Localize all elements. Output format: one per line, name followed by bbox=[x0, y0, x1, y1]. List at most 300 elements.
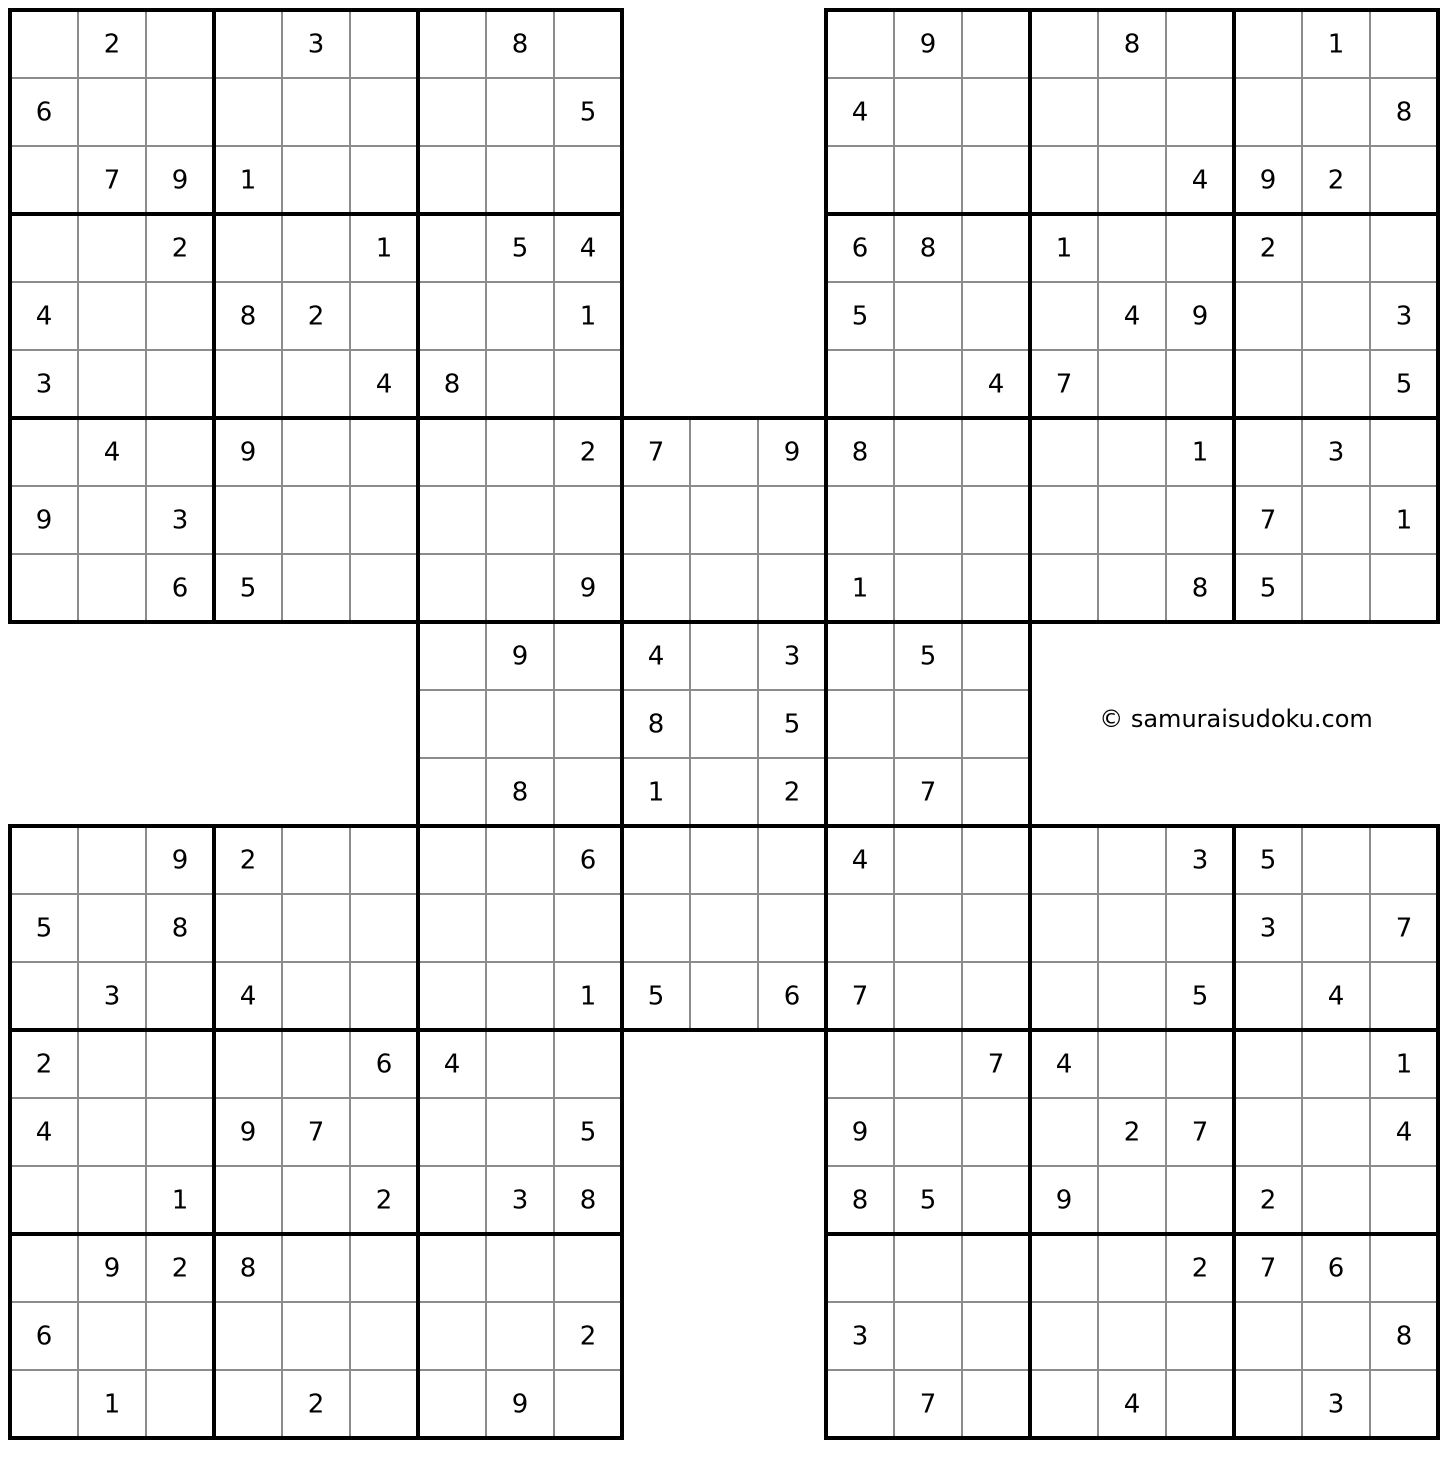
sudoku-cell[interactable] bbox=[282, 10, 350, 78]
sudoku-cell[interactable] bbox=[1370, 10, 1438, 78]
cell-area[interactable] bbox=[418, 758, 486, 826]
sudoku-cell[interactable] bbox=[146, 894, 214, 962]
sudoku-cell[interactable] bbox=[826, 1098, 894, 1166]
sudoku-cell[interactable] bbox=[214, 1030, 282, 1098]
sudoku-cell[interactable] bbox=[1098, 1098, 1166, 1166]
sudoku-cell[interactable] bbox=[826, 350, 894, 418]
sudoku-cell[interactable] bbox=[10, 146, 78, 214]
sudoku-cell[interactable] bbox=[1030, 962, 1098, 1030]
sudoku-cell[interactable] bbox=[690, 690, 758, 758]
cell-area[interactable] bbox=[894, 1234, 962, 1302]
cell-area[interactable] bbox=[486, 146, 554, 214]
cell-area[interactable] bbox=[894, 78, 962, 146]
sudoku-cell[interactable] bbox=[962, 486, 1030, 554]
cell-area[interactable] bbox=[78, 214, 146, 282]
sudoku-cell[interactable] bbox=[1166, 894, 1234, 962]
sudoku-cell[interactable] bbox=[214, 350, 282, 418]
cell-area[interactable] bbox=[1302, 214, 1370, 282]
sudoku-cell[interactable] bbox=[78, 418, 146, 486]
sudoku-cell[interactable] bbox=[1098, 1030, 1166, 1098]
cell-area[interactable] bbox=[1370, 10, 1438, 78]
sudoku-cell[interactable] bbox=[894, 10, 962, 78]
cell-area[interactable] bbox=[10, 418, 78, 486]
sudoku-cell[interactable] bbox=[1370, 78, 1438, 146]
sudoku-cell[interactable] bbox=[1302, 350, 1370, 418]
cell-area[interactable] bbox=[962, 418, 1030, 486]
sudoku-cell[interactable] bbox=[214, 1166, 282, 1234]
sudoku-cell[interactable] bbox=[894, 1166, 962, 1234]
cell-area[interactable] bbox=[418, 554, 486, 622]
cell-area[interactable] bbox=[1166, 214, 1234, 282]
sudoku-cell[interactable] bbox=[690, 962, 758, 1030]
cell-area[interactable] bbox=[1370, 1234, 1438, 1302]
cell-area[interactable] bbox=[758, 554, 826, 622]
sudoku-cell[interactable] bbox=[1370, 962, 1438, 1030]
cell-area[interactable] bbox=[962, 1370, 1030, 1438]
sudoku-cell[interactable] bbox=[622, 486, 690, 554]
cell-area[interactable] bbox=[1030, 1098, 1098, 1166]
cell-area[interactable] bbox=[962, 78, 1030, 146]
cell-area[interactable] bbox=[1370, 214, 1438, 282]
sudoku-cell[interactable] bbox=[758, 962, 826, 1030]
cell-area[interactable] bbox=[486, 962, 554, 1030]
sudoku-cell[interactable] bbox=[1166, 1302, 1234, 1370]
sudoku-cell[interactable] bbox=[10, 214, 78, 282]
cell-area[interactable] bbox=[1098, 894, 1166, 962]
sudoku-cell[interactable] bbox=[418, 78, 486, 146]
cell-area[interactable] bbox=[486, 554, 554, 622]
cell-area[interactable] bbox=[1030, 1302, 1098, 1370]
cell-area[interactable] bbox=[690, 554, 758, 622]
sudoku-cell[interactable] bbox=[1098, 214, 1166, 282]
sudoku-cell[interactable] bbox=[146, 350, 214, 418]
cell-area[interactable] bbox=[282, 962, 350, 1030]
cell-area[interactable] bbox=[282, 214, 350, 282]
cell-area[interactable] bbox=[10, 962, 78, 1030]
cell-area[interactable] bbox=[1302, 894, 1370, 962]
sudoku-cell[interactable] bbox=[78, 1166, 146, 1234]
cell-area[interactable] bbox=[690, 418, 758, 486]
cell-area[interactable] bbox=[554, 10, 622, 78]
sudoku-cell[interactable] bbox=[214, 78, 282, 146]
sudoku-cell[interactable] bbox=[962, 1098, 1030, 1166]
cell-area[interactable] bbox=[282, 350, 350, 418]
sudoku-cell[interactable] bbox=[486, 350, 554, 418]
cell-area[interactable] bbox=[1370, 418, 1438, 486]
sudoku-cell[interactable] bbox=[962, 1302, 1030, 1370]
sudoku-cell[interactable] bbox=[1302, 486, 1370, 554]
cell-area[interactable] bbox=[146, 78, 214, 146]
sudoku-cell[interactable] bbox=[418, 350, 486, 418]
cell-area[interactable] bbox=[894, 554, 962, 622]
sudoku-cell[interactable] bbox=[146, 78, 214, 146]
cell-area[interactable] bbox=[146, 1302, 214, 1370]
sudoku-cell[interactable] bbox=[78, 1302, 146, 1370]
sudoku-cell[interactable] bbox=[486, 1302, 554, 1370]
cell-area[interactable] bbox=[418, 690, 486, 758]
sudoku-cell[interactable] bbox=[622, 554, 690, 622]
sudoku-cell[interactable] bbox=[894, 758, 962, 826]
sudoku-cell[interactable] bbox=[690, 758, 758, 826]
cell-area[interactable] bbox=[826, 758, 894, 826]
sudoku-cell[interactable] bbox=[1166, 10, 1234, 78]
cell-area[interactable] bbox=[78, 486, 146, 554]
sudoku-cell[interactable] bbox=[1030, 1370, 1098, 1438]
sudoku-cell[interactable] bbox=[350, 894, 418, 962]
sudoku-cell[interactable] bbox=[1370, 214, 1438, 282]
sudoku-cell[interactable] bbox=[282, 1098, 350, 1166]
sudoku-cell[interactable] bbox=[1166, 1370, 1234, 1438]
cell-area[interactable] bbox=[826, 1234, 894, 1302]
cell-area[interactable] bbox=[622, 554, 690, 622]
cell-area[interactable] bbox=[1030, 10, 1098, 78]
sudoku-cell[interactable] bbox=[418, 622, 486, 690]
sudoku-cell[interactable] bbox=[78, 1098, 146, 1166]
sudoku-cell[interactable] bbox=[826, 1234, 894, 1302]
sudoku-cell[interactable] bbox=[418, 962, 486, 1030]
sudoku-cell[interactable] bbox=[962, 10, 1030, 78]
cell-area[interactable] bbox=[486, 418, 554, 486]
sudoku-cell[interactable] bbox=[758, 758, 826, 826]
sudoku-cell[interactable] bbox=[418, 1302, 486, 1370]
sudoku-cell[interactable] bbox=[146, 1098, 214, 1166]
cell-area[interactable] bbox=[1098, 1030, 1166, 1098]
sudoku-cell[interactable] bbox=[894, 418, 962, 486]
cell-area[interactable] bbox=[350, 282, 418, 350]
cell-area[interactable] bbox=[418, 962, 486, 1030]
sudoku-cell[interactable] bbox=[78, 350, 146, 418]
cell-area[interactable] bbox=[1302, 1098, 1370, 1166]
sudoku-cell[interactable] bbox=[10, 418, 78, 486]
sudoku-cell[interactable] bbox=[214, 282, 282, 350]
cell-area[interactable] bbox=[146, 1370, 214, 1438]
cell-area[interactable] bbox=[1166, 1166, 1234, 1234]
sudoku-cell[interactable] bbox=[894, 554, 962, 622]
sudoku-cell[interactable] bbox=[962, 690, 1030, 758]
sudoku-cell[interactable] bbox=[1234, 894, 1302, 962]
cell-area[interactable] bbox=[1234, 350, 1302, 418]
cell-area[interactable] bbox=[418, 1166, 486, 1234]
sudoku-cell[interactable] bbox=[554, 962, 622, 1030]
cell-area[interactable] bbox=[1166, 1302, 1234, 1370]
sudoku-cell[interactable] bbox=[1030, 826, 1098, 894]
cell-area[interactable] bbox=[962, 214, 1030, 282]
cell-area[interactable] bbox=[1370, 826, 1438, 894]
sudoku-cell[interactable] bbox=[554, 350, 622, 418]
sudoku-cell[interactable] bbox=[282, 1166, 350, 1234]
sudoku-cell[interactable] bbox=[826, 418, 894, 486]
sudoku-cell[interactable] bbox=[1166, 78, 1234, 146]
cell-area[interactable] bbox=[1302, 554, 1370, 622]
cell-area[interactable] bbox=[894, 1030, 962, 1098]
cell-area[interactable] bbox=[418, 622, 486, 690]
cell-area[interactable] bbox=[146, 1030, 214, 1098]
sudoku-cell[interactable] bbox=[486, 486, 554, 554]
cell-area[interactable] bbox=[1166, 894, 1234, 962]
cell-area[interactable] bbox=[962, 282, 1030, 350]
cell-area[interactable] bbox=[962, 690, 1030, 758]
cell-area[interactable] bbox=[1166, 486, 1234, 554]
sudoku-cell[interactable] bbox=[350, 486, 418, 554]
sudoku-cell[interactable] bbox=[1098, 1302, 1166, 1370]
sudoku-cell[interactable] bbox=[10, 894, 78, 962]
sudoku-cell[interactable] bbox=[78, 1030, 146, 1098]
cell-area[interactable] bbox=[418, 1302, 486, 1370]
sudoku-cell[interactable] bbox=[758, 418, 826, 486]
sudoku-cell[interactable] bbox=[78, 146, 146, 214]
cell-area[interactable] bbox=[418, 78, 486, 146]
sudoku-cell[interactable] bbox=[554, 1234, 622, 1302]
sudoku-cell[interactable] bbox=[1166, 554, 1234, 622]
sudoku-cell[interactable] bbox=[690, 622, 758, 690]
sudoku-cell[interactable] bbox=[554, 214, 622, 282]
cell-area[interactable] bbox=[486, 1302, 554, 1370]
sudoku-cell[interactable] bbox=[486, 554, 554, 622]
cell-area[interactable] bbox=[1098, 1166, 1166, 1234]
cell-area[interactable] bbox=[282, 486, 350, 554]
cell-area[interactable] bbox=[418, 418, 486, 486]
cell-area[interactable] bbox=[486, 350, 554, 418]
sudoku-cell[interactable] bbox=[10, 962, 78, 1030]
cell-area[interactable] bbox=[1098, 826, 1166, 894]
cell-area[interactable] bbox=[1098, 1302, 1166, 1370]
sudoku-cell[interactable] bbox=[1302, 894, 1370, 962]
sudoku-cell[interactable] bbox=[826, 10, 894, 78]
cell-area[interactable] bbox=[1370, 1166, 1438, 1234]
sudoku-cell[interactable] bbox=[282, 1234, 350, 1302]
cell-area[interactable] bbox=[894, 1302, 962, 1370]
sudoku-cell[interactable] bbox=[690, 418, 758, 486]
cell-area[interactable] bbox=[1234, 1370, 1302, 1438]
sudoku-cell[interactable] bbox=[1234, 1234, 1302, 1302]
cell-area[interactable] bbox=[1166, 1370, 1234, 1438]
sudoku-cell[interactable] bbox=[690, 554, 758, 622]
sudoku-cell[interactable] bbox=[894, 486, 962, 554]
sudoku-cell[interactable] bbox=[1302, 146, 1370, 214]
sudoku-cell[interactable] bbox=[486, 622, 554, 690]
cell-area[interactable] bbox=[1030, 418, 1098, 486]
sudoku-cell[interactable] bbox=[554, 894, 622, 962]
sudoku-cell[interactable] bbox=[78, 78, 146, 146]
sudoku-cell[interactable] bbox=[486, 826, 554, 894]
cell-area[interactable] bbox=[486, 690, 554, 758]
sudoku-cell[interactable] bbox=[1098, 78, 1166, 146]
cell-area[interactable] bbox=[146, 350, 214, 418]
cell-area[interactable] bbox=[1098, 350, 1166, 418]
sudoku-cell[interactable] bbox=[350, 418, 418, 486]
sudoku-cell[interactable] bbox=[10, 1234, 78, 1302]
sudoku-cell[interactable] bbox=[622, 418, 690, 486]
sudoku-cell[interactable] bbox=[486, 1234, 554, 1302]
cell-area[interactable] bbox=[418, 10, 486, 78]
cell-area[interactable] bbox=[894, 962, 962, 1030]
sudoku-cell[interactable] bbox=[350, 1302, 418, 1370]
cell-area[interactable] bbox=[418, 486, 486, 554]
sudoku-cell[interactable] bbox=[1166, 350, 1234, 418]
sudoku-cell[interactable] bbox=[214, 894, 282, 962]
sudoku-cell[interactable] bbox=[78, 1234, 146, 1302]
cell-area[interactable] bbox=[350, 1234, 418, 1302]
sudoku-cell[interactable] bbox=[146, 1030, 214, 1098]
cell-area[interactable] bbox=[350, 1302, 418, 1370]
sudoku-cell[interactable] bbox=[758, 554, 826, 622]
cell-area[interactable] bbox=[1302, 1030, 1370, 1098]
sudoku-cell[interactable] bbox=[1370, 1302, 1438, 1370]
cell-area[interactable] bbox=[10, 146, 78, 214]
sudoku-cell[interactable] bbox=[758, 486, 826, 554]
cell-area[interactable] bbox=[214, 10, 282, 78]
sudoku-cell[interactable] bbox=[10, 486, 78, 554]
cell-area[interactable] bbox=[214, 78, 282, 146]
sudoku-cell[interactable] bbox=[894, 1370, 962, 1438]
cell-area[interactable] bbox=[350, 146, 418, 214]
sudoku-cell[interactable] bbox=[894, 1098, 962, 1166]
sudoku-cell[interactable] bbox=[486, 894, 554, 962]
cell-area[interactable] bbox=[1234, 962, 1302, 1030]
cell-area[interactable] bbox=[1302, 826, 1370, 894]
sudoku-cell[interactable] bbox=[1030, 1098, 1098, 1166]
cell-area[interactable] bbox=[146, 418, 214, 486]
cell-area[interactable] bbox=[962, 1234, 1030, 1302]
cell-area[interactable] bbox=[962, 826, 1030, 894]
sudoku-cell[interactable] bbox=[962, 78, 1030, 146]
sudoku-cell[interactable] bbox=[894, 214, 962, 282]
sudoku-cell[interactable] bbox=[1030, 1234, 1098, 1302]
sudoku-cell[interactable] bbox=[962, 1234, 1030, 1302]
sudoku-cell[interactable] bbox=[1302, 1166, 1370, 1234]
sudoku-cell[interactable] bbox=[282, 282, 350, 350]
cell-area[interactable] bbox=[1030, 146, 1098, 214]
sudoku-cell[interactable] bbox=[1030, 486, 1098, 554]
cell-area[interactable] bbox=[78, 282, 146, 350]
sudoku-cell[interactable] bbox=[1234, 1166, 1302, 1234]
sudoku-cell[interactable] bbox=[1302, 826, 1370, 894]
sudoku-cell[interactable] bbox=[962, 758, 1030, 826]
cell-area[interactable] bbox=[1098, 962, 1166, 1030]
sudoku-cell[interactable] bbox=[350, 214, 418, 282]
sudoku-cell[interactable] bbox=[1098, 418, 1166, 486]
cell-area[interactable] bbox=[622, 894, 690, 962]
cell-area[interactable] bbox=[10, 214, 78, 282]
sudoku-cell[interactable] bbox=[1030, 78, 1098, 146]
cell-area[interactable] bbox=[1370, 1370, 1438, 1438]
sudoku-cell[interactable] bbox=[1166, 1030, 1234, 1098]
sudoku-cell[interactable] bbox=[554, 146, 622, 214]
cell-area[interactable] bbox=[1098, 214, 1166, 282]
cell-area[interactable] bbox=[1370, 146, 1438, 214]
sudoku-cell[interactable] bbox=[1302, 962, 1370, 1030]
sudoku-cell[interactable] bbox=[1166, 146, 1234, 214]
sudoku-cell[interactable] bbox=[1098, 1370, 1166, 1438]
sudoku-cell[interactable] bbox=[826, 758, 894, 826]
sudoku-cell[interactable] bbox=[146, 146, 214, 214]
sudoku-cell[interactable] bbox=[486, 282, 554, 350]
cell-area[interactable] bbox=[10, 1166, 78, 1234]
sudoku-cell[interactable] bbox=[1030, 1302, 1098, 1370]
cell-area[interactable] bbox=[1030, 894, 1098, 962]
sudoku-cell[interactable] bbox=[758, 622, 826, 690]
cell-area[interactable] bbox=[1302, 78, 1370, 146]
cell-area[interactable] bbox=[962, 622, 1030, 690]
cell-area[interactable] bbox=[826, 1030, 894, 1098]
sudoku-cell[interactable] bbox=[554, 1370, 622, 1438]
cell-area[interactable] bbox=[282, 826, 350, 894]
sudoku-cell[interactable] bbox=[350, 1098, 418, 1166]
cell-area[interactable] bbox=[1030, 554, 1098, 622]
sudoku-cell[interactable] bbox=[214, 826, 282, 894]
sudoku-cell[interactable] bbox=[1302, 1098, 1370, 1166]
cell-area[interactable] bbox=[282, 1234, 350, 1302]
cell-area[interactable] bbox=[554, 894, 622, 962]
cell-area[interactable] bbox=[350, 962, 418, 1030]
sudoku-cell[interactable] bbox=[962, 826, 1030, 894]
sudoku-cell[interactable] bbox=[1234, 486, 1302, 554]
sudoku-cell[interactable] bbox=[1234, 962, 1302, 1030]
sudoku-cell[interactable] bbox=[1234, 1370, 1302, 1438]
cell-area[interactable] bbox=[282, 1166, 350, 1234]
sudoku-cell[interactable] bbox=[962, 962, 1030, 1030]
sudoku-cell[interactable] bbox=[1302, 554, 1370, 622]
sudoku-cell[interactable] bbox=[826, 1030, 894, 1098]
sudoku-cell[interactable] bbox=[146, 1234, 214, 1302]
sudoku-cell[interactable] bbox=[282, 826, 350, 894]
cell-area[interactable] bbox=[826, 622, 894, 690]
sudoku-cell[interactable] bbox=[962, 1370, 1030, 1438]
cell-area[interactable] bbox=[78, 78, 146, 146]
cell-area[interactable] bbox=[1098, 418, 1166, 486]
sudoku-cell[interactable] bbox=[690, 826, 758, 894]
sudoku-cell[interactable] bbox=[1370, 486, 1438, 554]
sudoku-cell[interactable] bbox=[418, 1234, 486, 1302]
cell-area[interactable] bbox=[78, 1302, 146, 1370]
sudoku-cell[interactable] bbox=[894, 1234, 962, 1302]
cell-area[interactable] bbox=[350, 894, 418, 962]
sudoku-cell[interactable] bbox=[1370, 1166, 1438, 1234]
sudoku-cell[interactable] bbox=[1030, 894, 1098, 962]
sudoku-cell[interactable] bbox=[1302, 282, 1370, 350]
cell-area[interactable] bbox=[826, 350, 894, 418]
sudoku-cell[interactable] bbox=[10, 1302, 78, 1370]
sudoku-cell[interactable] bbox=[826, 146, 894, 214]
sudoku-cell[interactable] bbox=[1234, 1030, 1302, 1098]
cell-area[interactable] bbox=[1030, 282, 1098, 350]
sudoku-cell[interactable] bbox=[826, 214, 894, 282]
sudoku-cell[interactable] bbox=[1030, 214, 1098, 282]
cell-area[interactable] bbox=[826, 894, 894, 962]
cell-area[interactable] bbox=[554, 350, 622, 418]
cell-area[interactable] bbox=[418, 1098, 486, 1166]
cell-area[interactable] bbox=[350, 826, 418, 894]
sudoku-cell[interactable] bbox=[1370, 894, 1438, 962]
cell-area[interactable] bbox=[418, 826, 486, 894]
sudoku-cell[interactable] bbox=[826, 690, 894, 758]
sudoku-cell[interactable] bbox=[282, 78, 350, 146]
sudoku-cell[interactable] bbox=[1166, 486, 1234, 554]
cell-area[interactable] bbox=[1030, 78, 1098, 146]
sudoku-cell[interactable] bbox=[418, 1098, 486, 1166]
sudoku-cell[interactable] bbox=[826, 78, 894, 146]
sudoku-cell[interactable] bbox=[486, 146, 554, 214]
cell-area[interactable] bbox=[146, 282, 214, 350]
cell-area[interactable] bbox=[962, 894, 1030, 962]
sudoku-cell[interactable] bbox=[962, 146, 1030, 214]
cell-area[interactable] bbox=[690, 486, 758, 554]
sudoku-cell[interactable] bbox=[78, 826, 146, 894]
cell-area[interactable] bbox=[282, 418, 350, 486]
sudoku-cell[interactable] bbox=[894, 146, 962, 214]
cell-area[interactable] bbox=[146, 1098, 214, 1166]
sudoku-cell[interactable] bbox=[486, 758, 554, 826]
